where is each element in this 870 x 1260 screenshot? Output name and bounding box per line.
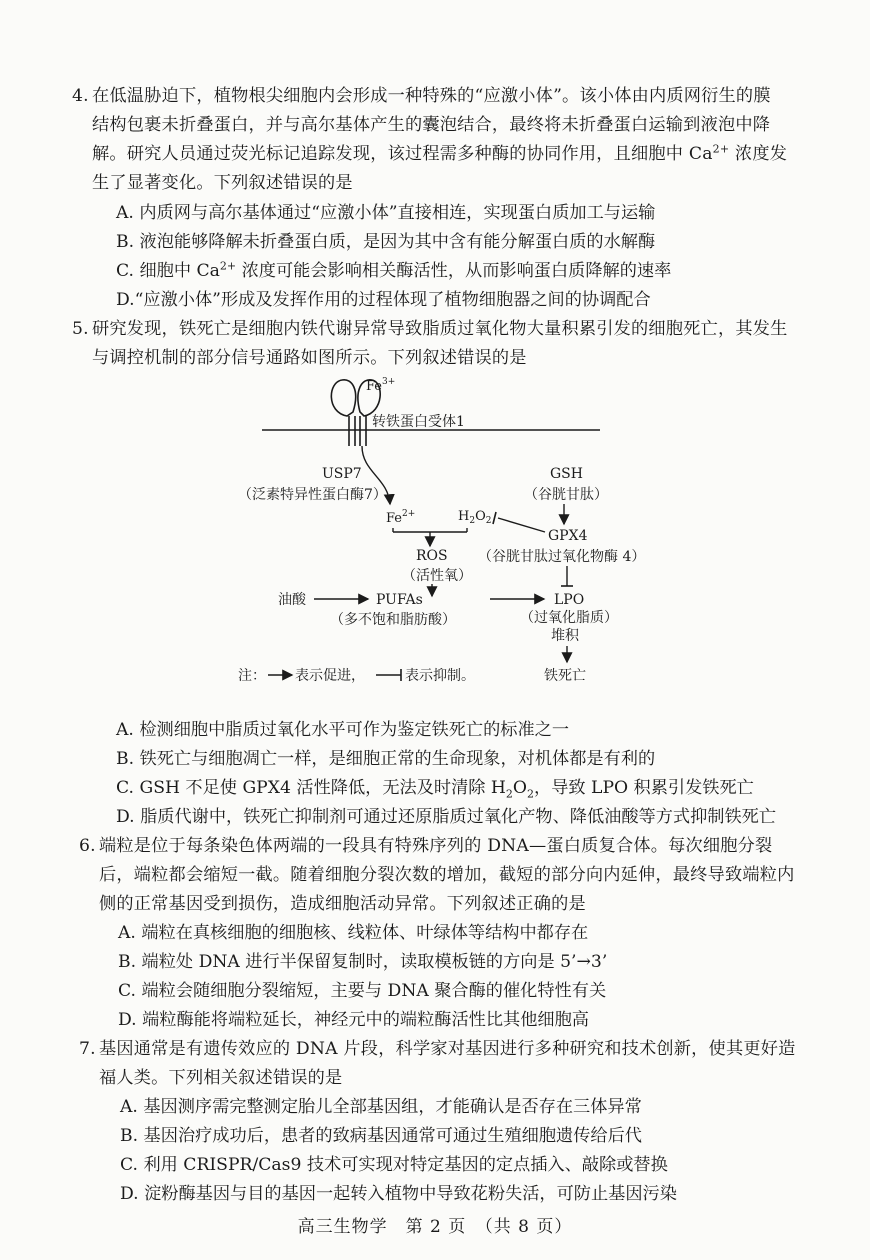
- question-4-line-3-text: 解。研究人员通过荧光标记追踪发现，该过程需多种酶的协同作用，且细胞中 Ca: [92, 144, 713, 164]
- question-7-stem: [79, 1035, 814, 1093]
- ca-charge: 2+: [219, 259, 237, 273]
- question-6-number: 6.: [79, 836, 96, 856]
- ros-description: （活性氧）: [402, 568, 472, 584]
- question-5-option-b: B. 铁死亡与细胞凋亡一样，是细胞正常的生命现象，对机体都是有利的: [116, 749, 656, 769]
- pufas-description: （多不饱和脂肪酸）: [330, 612, 456, 628]
- lpo-description: （过氧化脂质）: [520, 610, 618, 626]
- question-5-option-c: [116, 774, 754, 803]
- ferroptosis-pathway-diagram: [0, 372, 870, 690]
- question-5-option-c-tail: ，导致 LPO 积累引发铁死亡: [534, 778, 754, 798]
- question-5-option-c-text: C. GSH 不足使 GPX4 活性降低，无法及时清除 H: [116, 778, 506, 798]
- question-7-option-b: B. 基因治疗成功后，患者的致病基因通常可通过生殖细胞遗传给后代: [120, 1126, 642, 1146]
- question-7-option-d: D. 淀粉酶基因与目的基因一起转入植物中导致花粉失活，可防止基因污染: [120, 1184, 677, 1204]
- question-5-stem: [72, 315, 812, 373]
- pufas-label: PUFAs: [376, 592, 423, 608]
- question-5-option-a: A. 检测细胞中脂质过氧化水平可作为鉴定铁死亡的标准之一: [116, 720, 570, 740]
- o2-subscript: 2: [527, 787, 534, 801]
- gsh-description: （谷胱甘肽）: [524, 487, 608, 503]
- question-4-number: 4.: [72, 86, 89, 106]
- question-4-option-c: [116, 257, 671, 286]
- question-6-line-2: 后，端粒都会缩短一截。随着细胞分裂次数的增加，截短的部分向内延伸，最终导致端粒内: [99, 865, 795, 885]
- question-6-stem: [79, 832, 814, 919]
- ca-charge: 2+: [712, 142, 730, 156]
- gpx4-label: GPX4: [548, 528, 588, 544]
- inhibit-gpx4-h2o2: [498, 518, 545, 532]
- question-5-option-d: D. 脂质代谢中，铁死亡抑制剂可通过还原脂质过氧化产物、降低油酸等方式抑制铁死亡: [116, 807, 777, 827]
- inhibit-bar: [493, 512, 496, 524]
- fe2-label: $Fe^{2+}$: [386, 509, 416, 526]
- o-letter: O: [512, 778, 527, 798]
- question-4-line-3-tail: 浓度发: [729, 144, 788, 164]
- receptor-label: 转铁蛋白受体1: [372, 414, 465, 430]
- question-6-line-1: 端粒是位于每条染色体两端的一段具有特殊序列的 DNA—蛋白质复合体。每次细胞分裂: [99, 836, 773, 856]
- legend-promote-text: 表示促进，: [295, 668, 365, 684]
- question-7-line-2: 福人类。下列相关叙述错误的是: [99, 1068, 343, 1088]
- question-4-line-2: 结构包裹未折叠蛋白，并与高尔基体产生的囊泡结合，最终将未折叠蛋白运输到液泡中降: [92, 115, 771, 135]
- question-6-line-3: 侧的正常基因受到损伤，造成细胞活动异常。下列叙述正确的是: [99, 894, 586, 914]
- question-4-option-c-tail: 浓度可能会影响相关酶活性，从而影响蛋白质降解的速率: [236, 261, 672, 281]
- question-6-option-a: A. 端粒在真核细胞的细胞核、线粒体、叶绿体等结构中都存在: [118, 923, 589, 943]
- gsh-label: GSH: [550, 466, 583, 482]
- question-4-option-d: D.“应激小体”形成及发挥作用的过程体现了植物细胞器之间的协调配合: [116, 290, 651, 310]
- fe3-label: $Fe^{3+}$: [366, 377, 396, 394]
- page-footer: 高三生物学 第 2 页 （共 8 页）: [297, 1217, 573, 1237]
- legend-prefix: 注：: [238, 668, 266, 684]
- question-4-option-b: B. 液泡能够降解未折叠蛋白质，是因为其中含有能分解蛋白质的水解酶: [116, 232, 656, 252]
- question-4-line-1: 在低温胁迫下，植物根尖细胞内会形成一种特殊的“应激小体”。该小体由内质网衍生的膜: [92, 86, 771, 106]
- ros-label: ROS: [416, 548, 448, 564]
- question-7-line-1: 基因通常是有遗传效应的 DNA 片段，科学家对基因进行多种研究和技术创新，使其更好造: [99, 1039, 796, 1059]
- h2o2-label: $H_2O_2$: [458, 509, 492, 526]
- question-4-option-a: A. 内质网与高尔基体通过“应激小体”直接相连，实现蛋白质加工与运输: [116, 203, 656, 223]
- question-4-line-3: [92, 140, 812, 169]
- question-4-line-4: 生了显著变化。下列叙述错误的是: [92, 173, 353, 193]
- question-6-option-b: B. 端粒处 DNA 进行半保留复制时，读取模板链的方向是 5’→3’: [118, 952, 608, 972]
- question-7-option-a: A. 基因测序需完整测定胎儿全部基因组，才能确认是否存在三体异常: [120, 1097, 642, 1117]
- usp7-description: （泛素特异性蛋白酶7）: [238, 487, 387, 503]
- question-6-option-d: D. 端粒酶能将端粒延长，神经元中的端粒酶活性比其他细胞高: [118, 1010, 589, 1030]
- oleic-acid-label: 油酸: [278, 592, 306, 608]
- ferroptosis-label: 铁死亡: [544, 668, 586, 684]
- question-7-option-c: C. 利用 CRISPR/Cas9 技术可实现对特定基因的定点插入、敲除或替换: [120, 1155, 668, 1175]
- question-5-line-2: 与调控机制的部分信号通路如图所示。下列叙述错误的是: [92, 348, 527, 368]
- question-5-number: 5.: [72, 319, 89, 339]
- gpx4-description: （谷胱甘肽过氧化物酶 4）: [478, 549, 646, 565]
- lpo-label: LPO: [554, 592, 585, 608]
- question-4-option-c-text: C. 细胞中 Ca: [116, 261, 220, 281]
- legend-inhibit-text: 表示抑制。: [405, 668, 475, 684]
- lpo-accumulation-label: 堆积: [551, 628, 579, 644]
- h2-subscript: 2: [505, 787, 513, 801]
- question-5-line-1: 研究发现，铁死亡是细胞内铁代谢异常导致脂质过氧化物大量积累引发的细胞死亡，其发生: [92, 319, 788, 339]
- question-7-number: 7.: [79, 1039, 96, 1059]
- question-4-stem: [72, 82, 812, 198]
- usp7-label: USP7: [322, 466, 362, 482]
- question-6-option-c: C. 端粒会随细胞分裂缩短，主要与 DNA 聚合酶的催化特性有关: [118, 981, 607, 1001]
